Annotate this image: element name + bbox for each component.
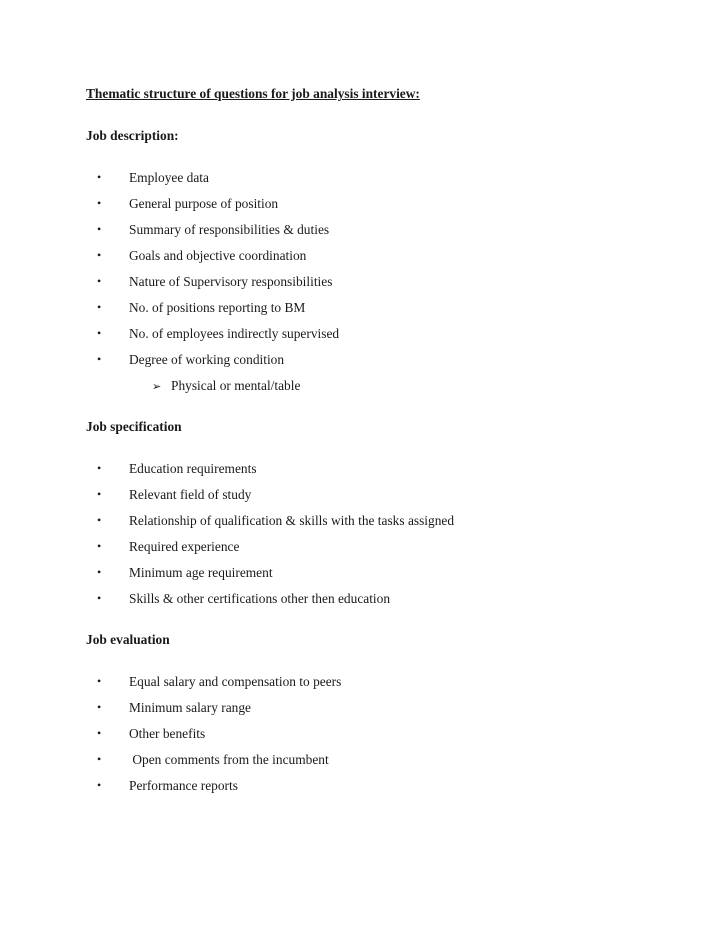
list-item-text: Required experience [129,539,240,554]
bullet-icon: • [97,222,102,236]
bullet-icon: • [97,196,102,210]
bullet-icon: • [97,461,102,475]
bullet-icon: • [97,274,102,288]
bullet-icon: • [97,752,102,766]
document-title: Thematic structure of questions for job analysis interview: [86,86,420,101]
list-item-text: Minimum salary range [129,700,251,715]
bullet-icon: • [97,726,102,740]
list-item-text: Open comments from the incumbent [129,752,329,767]
list-item-text: Nature of Supervisory responsibilities [129,274,333,289]
list-item-text: Equal salary and compensation to peers [129,674,342,689]
arrow-bullet-icon: ➢ [152,380,162,393]
bullet-icon: • [97,539,102,553]
list-item-text: Performance reports [129,778,238,793]
bullet-icon: • [97,170,102,184]
list-item-text: General purpose of position [129,196,279,211]
list-item-text: Minimum age requirement [129,565,273,580]
list-item-text: No. of employees indirectly supervised [129,326,340,341]
list-item-text: No. of positions reporting to BM [129,300,306,315]
bullet-icon: • [97,778,102,792]
sub-list-item-text: Physical or mental/table [171,378,301,393]
section-heading-job-specification: Job specification [86,419,182,434]
list-item-text: Relationship of qualification & skills with the tasks assigned [129,513,455,528]
list-item-text: Education requirements [129,461,257,476]
bullet-icon: • [97,700,102,714]
bullet-icon: • [97,352,102,366]
list-item-text: Employee data [129,170,209,185]
section-heading-job-evaluation: Job evaluation [86,632,170,647]
list-item-text: Goals and objective coordination [129,248,307,263]
bullet-icon: • [97,326,102,340]
bullet-icon: • [97,565,102,579]
bullet-icon: • [97,248,102,262]
bullet-icon: • [97,487,102,501]
list-item-text: Relevant field of study [129,487,252,502]
list-item-text: Other benefits [129,726,206,741]
list-item-text: Degree of working condition [129,352,285,367]
bullet-icon: • [97,591,102,605]
bullet-icon: • [97,513,102,527]
list-item-text: Summary of responsibilities & duties [129,222,330,237]
bullet-icon: • [97,300,102,314]
section-heading-job-description: Job description: [86,128,179,143]
list-item-text: Skills & other certifications other then education [129,591,391,606]
bullet-icon: • [97,674,102,688]
